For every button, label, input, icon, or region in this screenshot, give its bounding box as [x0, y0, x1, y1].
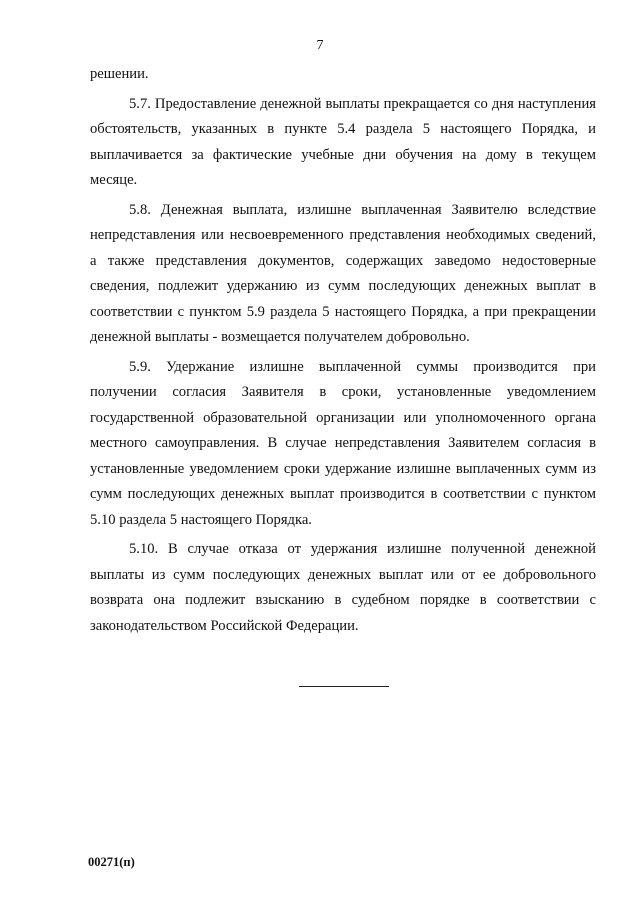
end-divider [299, 686, 389, 687]
document-body [90, 62, 596, 643]
page-number: 7 [316, 38, 324, 53]
paragraph-5-7: 5.7. Предоставление денежной выплаты прекращается со дня наступления обстоятельств, указанных в пункте 5.4 раздела 5 настоящего Порядка, и выплачивается за фактические учебные дни обучения на дому в текущем месяце. [90, 95, 596, 188]
continuation-text: решении. [90, 66, 149, 82]
document-code: 00271(п) [88, 855, 135, 869]
paragraph-5-9: 5.9. Удержание излишне выплаченной суммы производится при получении согласия Заявителя в сроки, установленные уведомлением государственной образовательной организации или уполномоченного органа местного самоуправления. В случае непредставления Заявителем согласия в установленные уведомлением сроки удержание излишне выплаченных сумм из сумм последующих денежных выплат производится в соответствии с пунктом 5.10 раздела 5 настоящего Порядка. [90, 358, 596, 528]
paragraph-5-8: 5.8. Денежная выплата, излишне выплаченная Заявителю вследствие непредставления или несвоевременного представления необходимых сведений, а также представления документов, содержащих заведомо недостоверные сведения, подлежит удержанию из сумм последующих денежных выплат в соответствии с пунктом 5.9 раздела 5 настоящего Порядка, а при прекращении денежной выплаты - возмещается получателем добровольно. [90, 201, 596, 345]
paragraph-5-10: 5.10. В случае отказа от удержания излишне полученной денежной выплаты из сумм последующих денежных выплат или от ее добровольного возврата она подлежит взысканию в судебном порядке в соответствии с законодательством Российской Федерации. [90, 541, 596, 634]
